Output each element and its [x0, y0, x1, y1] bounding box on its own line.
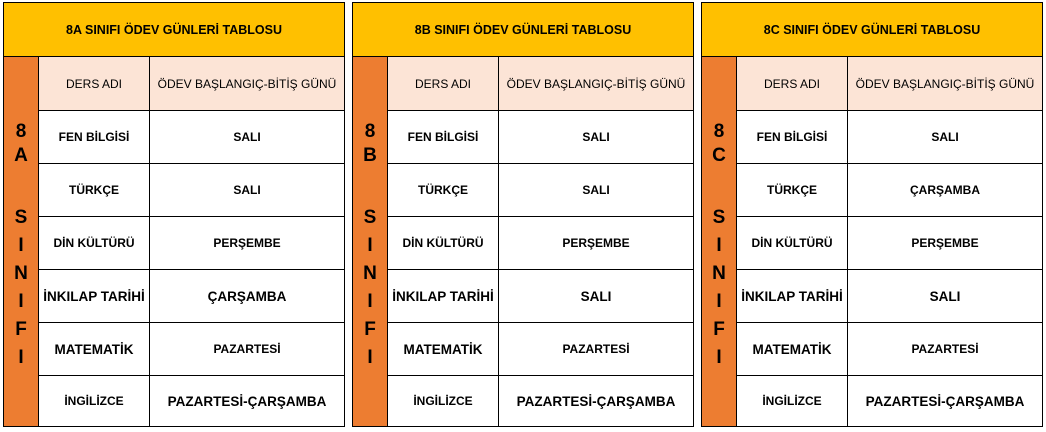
side-letter: I [18, 291, 24, 312]
side-letter: I [367, 347, 373, 368]
day-cell: PAZARTESİ [213, 342, 281, 356]
day-cell: SALI [931, 130, 959, 144]
side-letter: F [364, 319, 376, 340]
course-cell: DİN KÜLTÜRÜ [737, 217, 848, 269]
table-row [39, 217, 344, 270]
table-row [737, 111, 1042, 164]
side-letter: N [14, 263, 28, 284]
table-row [388, 323, 693, 376]
side-letter: F [713, 319, 725, 340]
day-cell: PAZARTESİ-ÇARŞAMBA [167, 393, 327, 409]
course-cell: İNGİLİZCE [39, 376, 150, 426]
course-cell: MATEMATİK [39, 323, 150, 375]
day-cell: PERŞEMBE [213, 236, 281, 250]
homework-table-8a [3, 2, 345, 427]
course-cell: MATEMATİK [388, 323, 499, 375]
header-row [388, 57, 693, 111]
header-day: ÖDEV BAŞLANGIÇ-BİTİŞ GÜNÜ [157, 76, 337, 91]
side-letter: S [712, 207, 726, 228]
table-title: 8B SINIFI ÖDEV GÜNLERİ TABLOSU [353, 3, 693, 57]
day-cell: SALI [929, 288, 961, 304]
course-cell: FEN BİLGİSİ [388, 111, 499, 163]
table-row [39, 376, 344, 426]
side-letter: C [712, 145, 726, 166]
day-cell: PERŞEMBE [562, 236, 630, 250]
day-cell: ÇARŞAMBA [207, 288, 287, 304]
table-row [388, 376, 693, 426]
table-grid [737, 57, 1042, 426]
day-cell: ÇARŞAMBA [910, 183, 980, 197]
day-cell: SALI [582, 130, 610, 144]
header-day: ÖDEV BAŞLANGIÇ-BİTİŞ GÜNÜ [506, 76, 686, 91]
course-cell: DİN KÜLTÜRÜ [388, 217, 499, 269]
day-cell: SALI [233, 130, 261, 144]
table-title: 8C SINIFI ÖDEV GÜNLERİ TABLOSU [702, 3, 1042, 57]
course-cell: TÜRKÇE [737, 164, 848, 216]
side-letter: 8 [713, 121, 725, 142]
course-cell: İNKILAP TARİHİ [388, 270, 499, 322]
header-course: DERS ADI [39, 57, 150, 110]
header-course: DERS ADI [388, 57, 499, 110]
day-cell: PAZARTESİ-ÇARŞAMBA [865, 393, 1025, 409]
homework-table-8b [352, 2, 694, 427]
table-row [388, 111, 693, 164]
side-letter: I [716, 291, 722, 312]
table-title: 8A SINIFI ÖDEV GÜNLERİ TABLOSU [4, 3, 344, 57]
course-cell: FEN BİLGİSİ [39, 111, 150, 163]
header-row [737, 57, 1042, 111]
table-row [737, 270, 1042, 323]
course-cell: İNKILAP TARİHİ [737, 270, 848, 322]
side-letter: N [363, 263, 377, 284]
course-cell: İNKILAP TARİHİ [39, 270, 150, 322]
table-row [39, 323, 344, 376]
course-cell: TÜRKÇE [388, 164, 499, 216]
side-letter: N [712, 263, 726, 284]
homework-table-8c [701, 2, 1043, 427]
side-letter: A [14, 145, 28, 166]
side-letter: I [18, 235, 24, 256]
table-row [388, 217, 693, 270]
side-letter: S [14, 207, 28, 228]
day-cell: PAZARTESİ-ÇARŞAMBA [516, 393, 676, 409]
header-course: DERS ADI [737, 57, 848, 110]
course-cell: FEN BİLGİSİ [737, 111, 848, 163]
table-row [737, 164, 1042, 217]
side-letter: 8 [15, 121, 27, 142]
course-cell: MATEMATİK [737, 323, 848, 375]
side-letter: I [716, 235, 722, 256]
side-letter: I [367, 235, 373, 256]
side-letter: I [18, 347, 24, 368]
side-letter: S [363, 207, 377, 228]
header-row [39, 57, 344, 111]
side-letter: F [15, 319, 27, 340]
class-side-label [4, 57, 39, 426]
table-row [737, 376, 1042, 426]
day-cell: SALI [582, 183, 610, 197]
course-cell: İNGİLİZCE [388, 376, 499, 426]
course-cell: TÜRKÇE [39, 164, 150, 216]
table-row [737, 217, 1042, 270]
table-grid [39, 57, 344, 426]
header-day: ÖDEV BAŞLANGIÇ-BİTİŞ GÜNÜ [855, 76, 1035, 91]
course-cell: İNGİLİZCE [737, 376, 848, 426]
day-cell: SALI [580, 288, 612, 304]
table-row [39, 270, 344, 323]
table-row [39, 111, 344, 164]
day-cell: PAZARTESİ [911, 342, 979, 356]
day-cell: SALI [233, 183, 261, 197]
side-letter: I [367, 291, 373, 312]
course-cell: DİN KÜLTÜRÜ [39, 217, 150, 269]
day-cell: PERŞEMBE [911, 236, 979, 250]
table-row [388, 164, 693, 217]
side-letter: B [363, 145, 377, 166]
side-letter: 8 [364, 121, 376, 142]
table-row [737, 323, 1042, 376]
class-side-label [702, 57, 737, 426]
table-row [388, 270, 693, 323]
class-side-label [353, 57, 388, 426]
table-row [39, 164, 344, 217]
table-grid [388, 57, 693, 426]
side-letter: I [716, 347, 722, 368]
day-cell: PAZARTESİ [562, 342, 630, 356]
